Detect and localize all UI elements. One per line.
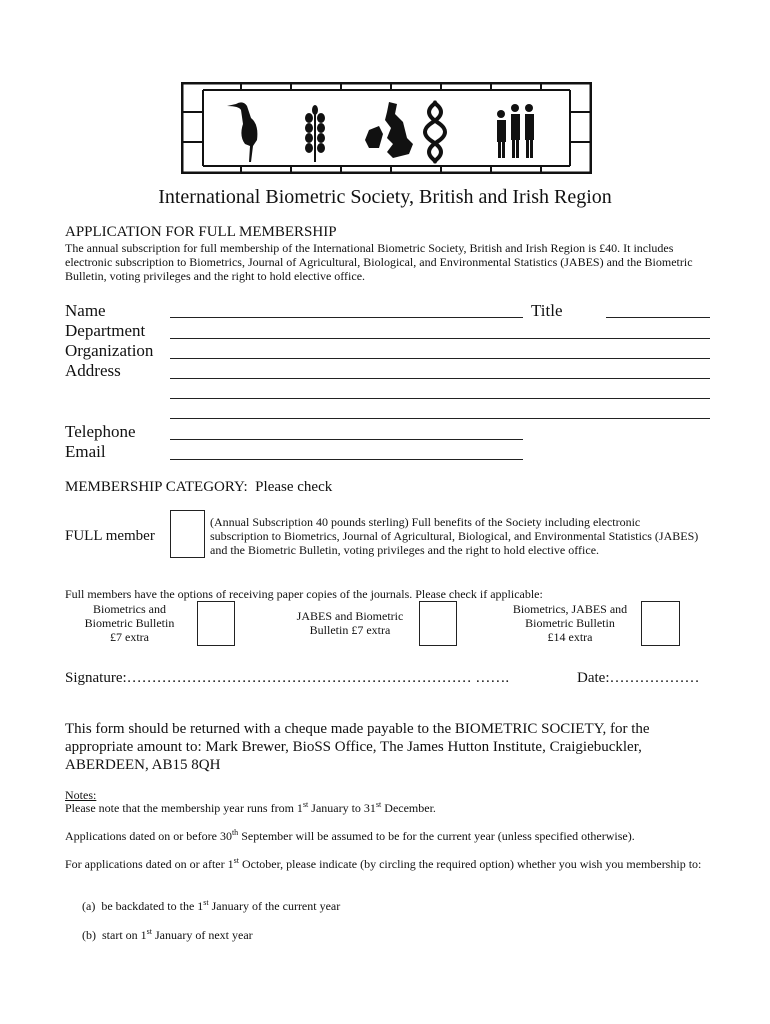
british-isles-map-icon: [365, 102, 413, 158]
note-3-text-b: October, please indicate (by circling the required option) whether you wish you membership to:: [238, 857, 702, 871]
page-title: International Biometric Society, British and Irish Region: [158, 186, 612, 208]
intro-paragraph: The annual subscription for full membership of the International Biometric Society, British and Irish Region is £40. It includes electronic subscription to Biometrics, Journal of Agricultural, Biological, and Environmental Statistics (JABES) and the Biometric Bulletin, voting privileges and the right to hold elective office.: [65, 241, 693, 283]
address-line-1[interactable]: [170, 378, 710, 379]
telephone-line[interactable]: [170, 439, 523, 440]
option-2-checkbox[interactable]: [419, 601, 457, 646]
note-3: [65, 857, 705, 871]
option-3-label: [505, 602, 635, 644]
option-a-label: (a): [82, 899, 96, 913]
family-icon: [497, 104, 534, 158]
name-line[interactable]: [170, 317, 523, 318]
option-a[interactable]: [82, 899, 340, 913]
note-1-sup-2: st: [375, 800, 382, 809]
email-label: Email: [65, 442, 106, 461]
wheat-icon: [305, 105, 325, 162]
full-member-label: FULL member: [65, 528, 155, 544]
name-label: Name: [65, 301, 106, 320]
option-3-checkbox[interactable]: [641, 601, 680, 646]
signature-field[interactable]: Signature:…………………………………………………………… …….: [65, 670, 510, 686]
date-field[interactable]: Date:………………: [577, 670, 700, 686]
option-a-sup: st: [203, 898, 209, 907]
option-a-text-1: be backdated to the 1: [101, 899, 204, 913]
address-line-3[interactable]: [170, 418, 710, 419]
note-1-text-a: Please note that the membership year runs from 1: [65, 801, 303, 815]
title-line[interactable]: [606, 317, 710, 318]
note-2: [65, 829, 725, 843]
option-2-label: [285, 609, 415, 637]
dna-helix-icon: [425, 102, 445, 162]
option-b-sup: st: [146, 927, 153, 936]
option-1-checkbox[interactable]: [197, 601, 235, 646]
option-b-text-1: start on 1: [102, 928, 147, 942]
option-2-line-1: JABES and Biometric: [296, 609, 404, 623]
department-label: Department: [65, 321, 146, 340]
return-instructions: This form should be returned with a cheque made payable to the BIOMETRIC SOCIETY, for the appropriate amount to: Mark Brewer, BioSS Office, The James Hutton Institute, Craigiebuckler, ABERDEEN, AB15 8QH: [65, 721, 650, 773]
department-line[interactable]: [170, 338, 710, 339]
title-label: Title: [531, 301, 563, 320]
address-line-2[interactable]: [170, 398, 710, 399]
option-3-line-3: £14 extra: [547, 630, 593, 644]
notes-heading: Notes:: [65, 788, 97, 802]
option-b-label: (b): [82, 928, 96, 942]
note-2-sup: th: [231, 828, 239, 837]
email-line[interactable]: [170, 459, 523, 460]
option-1-line-3: £7 extra: [110, 630, 149, 644]
telephone-label: Telephone: [65, 422, 136, 441]
note-1-sup-1: st: [302, 800, 309, 809]
note-1-text-c: December.: [381, 801, 436, 815]
heron-icon: [227, 102, 257, 162]
address-label: Address: [65, 361, 121, 380]
full-member-description: (Annual Subscription 40 pounds sterling) Full benefits of the Society including electronic subscription to Biometrics, Journal of Agricultural, Biological, and Environmental Statistics (JABES) and the Biometric Bulletin, voting privileges and the right to hold elective office.: [210, 515, 699, 557]
note-3-sup: st: [233, 856, 239, 865]
option-a-text-2: January of the current year: [208, 899, 341, 913]
organization-label: Organization: [65, 341, 154, 360]
option-3-line-2: Biometric Bulletin: [525, 616, 615, 630]
application-heading: APPLICATION FOR FULL MEMBERSHIP: [65, 224, 337, 240]
note-3-text-a: For applications dated on or after 1: [65, 857, 234, 871]
option-1-line-1: Biometrics and: [93, 602, 166, 616]
option-b-text-2: January of next year: [152, 928, 253, 942]
option-1-label: [72, 602, 187, 644]
membership-heading: MEMBERSHIP CATEGORY: Please check: [65, 479, 333, 495]
option-1-line-2: Biometric Bulletin: [84, 616, 175, 630]
note-1-text-b: January to 31: [308, 801, 376, 815]
option-2-line-2: Bulletin £7 extra: [309, 623, 391, 637]
full-member-checkbox[interactable]: [170, 510, 205, 558]
note-1: [65, 801, 715, 815]
option-3-line-1: Biometrics, JABES and: [512, 602, 628, 616]
logo-banner: [181, 82, 592, 174]
note-2-text-a: Applications dated on or before 30: [65, 829, 232, 843]
option-b[interactable]: [82, 928, 253, 942]
note-2-text-b: September will be assumed to be for the current year (unless specified otherwise).: [238, 829, 635, 843]
options-intro: Full members have the options of receiving paper copies of the journals. Please check if applicable:: [65, 587, 543, 601]
organization-line[interactable]: [170, 358, 710, 359]
